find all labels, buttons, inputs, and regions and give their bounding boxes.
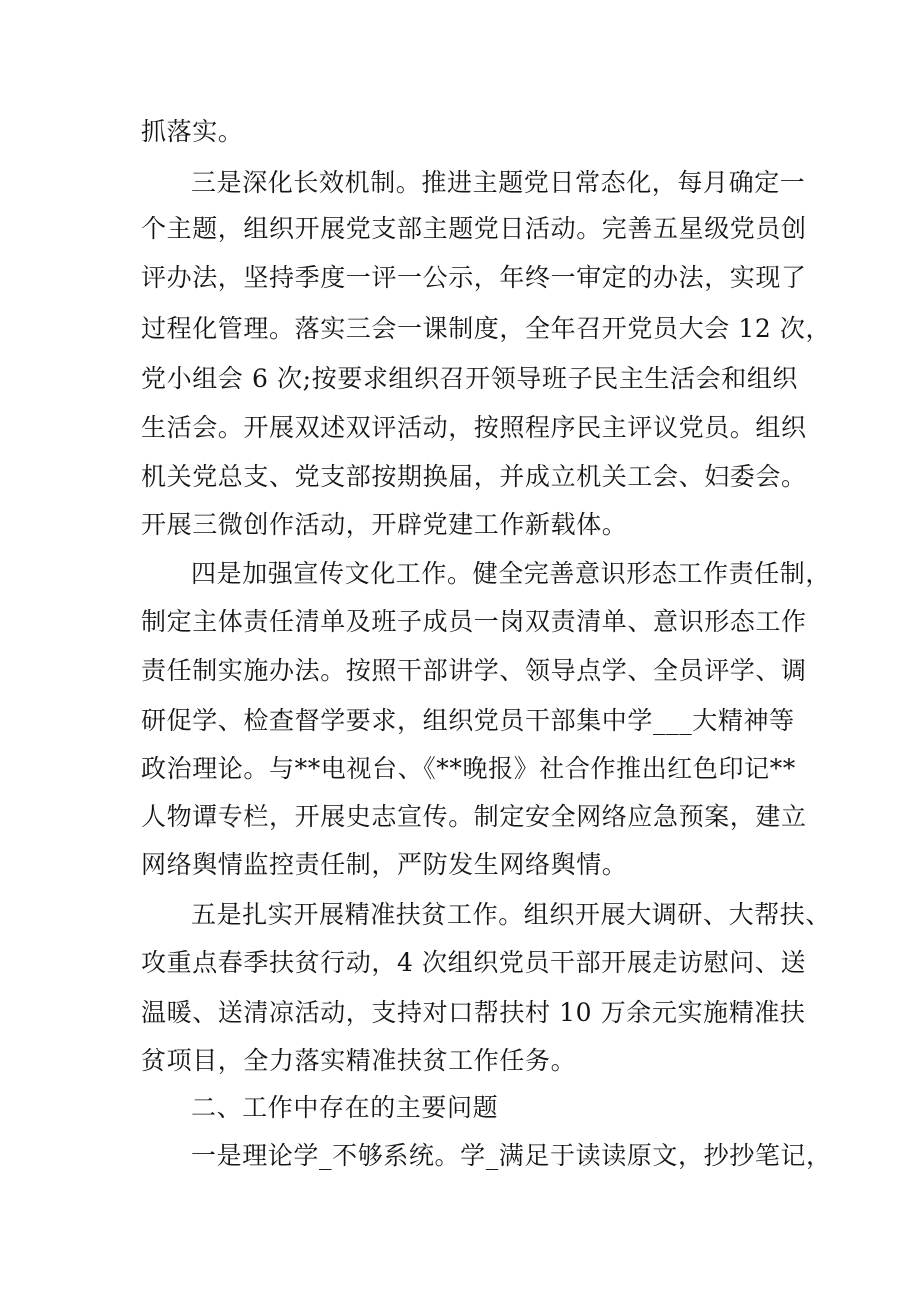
paragraph-start-line: 五是扎实开展精准扶贫工作。组织开展大调研、大帮扶、	[191, 900, 832, 929]
text-line: 生活会。开展双述双评活动，按照程序民主评议党员。组织	[141, 413, 807, 442]
text-line: 研促学、检查督学要求，组织党员干部集中学___大精神等	[141, 706, 795, 735]
text-line: 机关党总支、党支部按期换届，并成立机关工会、妇委会。	[141, 462, 807, 491]
text-line: 抓落实。	[141, 117, 244, 146]
text-line: 人物谭专栏，开展史志宣传。制定安全网络应急预案，建立	[141, 802, 807, 831]
text-line: 评办法，坚持季度一评一公示，年终一审定的办法，实现了	[141, 263, 807, 292]
text-line: 温暖、送清凉活动，支持对口帮扶村 10 万余元实施精准扶	[141, 998, 806, 1027]
text-line: 过程化管理。落实三会一课制度，全年召开党员大会 12 次，	[141, 314, 832, 343]
text-line: 制定主体责任清单及班子成员一岗双责清单、意识形态工作	[141, 607, 807, 636]
section-heading: 二、工作中存在的主要问题	[191, 1093, 499, 1122]
text-line: 攻重点春季扶贫行动，4 次组织党员干部开展走访慰问、送	[141, 948, 807, 977]
text-line: 贫项目，全力落实精准扶贫工作任务。	[141, 1046, 577, 1075]
text-line: 党小组会 6 次;按要求组织召开领导班子民主生活会和组织	[141, 364, 799, 393]
text-line: 个主题，组织开展党支部主题党日活动。完善五星级党员创	[141, 214, 807, 243]
text-line: 网络舆情监控责任制，严防发生网络舆情。	[141, 850, 628, 879]
text-line: 政治理论。与**电视台、《**晚报》社合作推出红色印记**	[141, 754, 796, 783]
paragraph-start-line: 四是加强宣传文化工作。健全完善意识形态工作责任制，	[191, 559, 832, 588]
paragraph-start-line: 三是深化长效机制。推进主题党日常态化，每月确定一	[191, 168, 806, 197]
text-line: 开展三微创作活动，开辟党建工作新载体。	[141, 510, 628, 539]
text-line: 责任制实施办法。按照干部讲学、领导点学、全员评学、调	[141, 656, 807, 685]
paragraph-start-line: 一是理论学_不够系统。学_满足于读读原文，抄抄笔记，	[191, 1141, 832, 1170]
